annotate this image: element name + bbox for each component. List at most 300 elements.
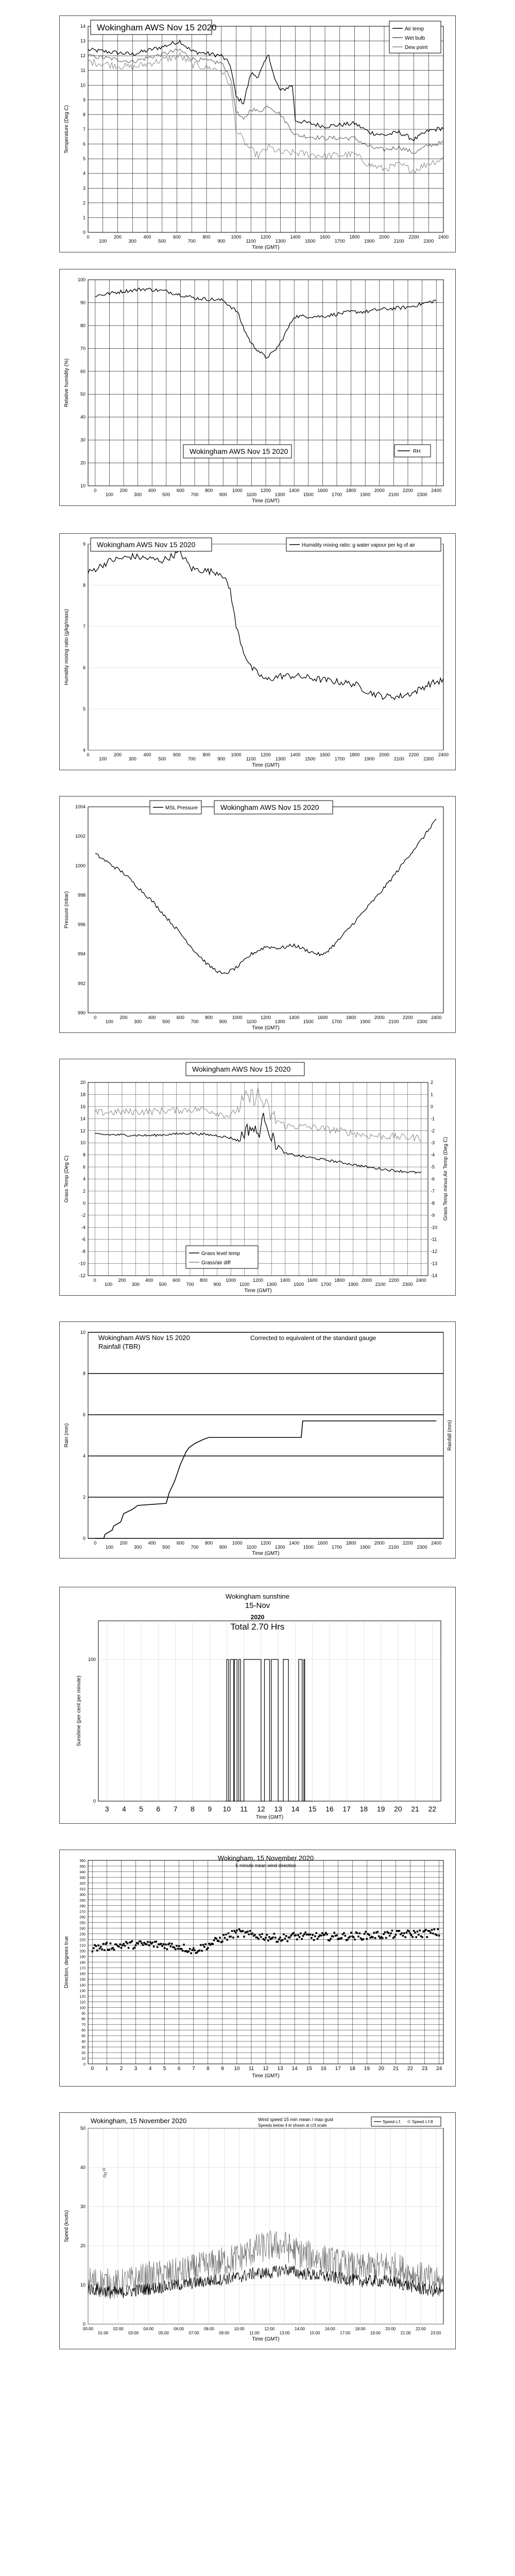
x-tick-label: 700 <box>186 1282 194 1287</box>
x-tick-label: 1200 <box>260 752 271 757</box>
chart-title: Wokingham, 15 November 2020 <box>217 1854 314 1862</box>
direction-point <box>438 1935 440 1937</box>
direction-point <box>171 1943 173 1945</box>
direction-point <box>284 1938 286 1940</box>
direction-point <box>357 1936 359 1938</box>
y2-tick-label: -1 <box>431 1116 435 1122</box>
direction-point <box>388 1932 390 1934</box>
chart-subtitle-2: Speeds below 4 kt shown at c/3 scale <box>258 2123 327 2128</box>
direction-point <box>238 1928 241 1930</box>
x-tick-label: 01:00 <box>98 2331 109 2335</box>
x-tick-label: 500 <box>159 1282 167 1287</box>
legend-label: Speed c.f.8 <box>412 2120 433 2124</box>
plot-area <box>88 1332 443 1538</box>
direction-point <box>126 1942 128 1944</box>
x-tick-label: 20 <box>394 1805 402 1813</box>
y2-tick-label: -11 <box>431 1236 437 1242</box>
direction-point <box>377 1931 379 1933</box>
direction-point <box>384 1931 386 1934</box>
y-tick-label: 70 <box>80 346 85 351</box>
y-tick-label: 8 <box>82 1371 85 1376</box>
x-tick-label: 100 <box>105 1545 113 1550</box>
y-axis-label: Relative humidity (%) <box>64 358 70 408</box>
x-tick-label: 19 <box>364 2066 370 2072</box>
y-tick-label: 13 <box>80 38 85 44</box>
x-tick-label: 200 <box>119 488 128 493</box>
x-tick-label: 1900 <box>364 239 375 244</box>
x-tick-label: 800 <box>199 1278 208 1283</box>
y-tick-label: 90 <box>80 300 85 306</box>
chart-date: 15-Nov <box>245 1601 270 1610</box>
x-tick-label: 100 <box>105 1282 113 1287</box>
x-tick-label: 7 <box>173 1805 178 1813</box>
y-tick-label: 6 <box>82 1412 85 1417</box>
x-tick-label: 2400 <box>438 752 449 757</box>
direction-point <box>228 1933 230 1935</box>
x-tick-label: 1600 <box>317 1540 328 1546</box>
x-tick-label: 2100 <box>393 756 404 761</box>
y-tick-label: 6 <box>82 141 85 147</box>
x-tick-label: 22:00 <box>415 2327 426 2331</box>
x-tick-label: 1400 <box>289 1540 300 1546</box>
x-tick-label: 900 <box>219 1019 227 1024</box>
direction-point <box>170 1945 172 1947</box>
y-tick-label: -6 <box>81 1236 85 1242</box>
direction-point <box>391 1930 393 1932</box>
x-tick-label: 1000 <box>232 488 243 493</box>
x-tick-label: 2000 <box>374 1540 385 1546</box>
direction-point <box>226 1939 228 1941</box>
direction-point <box>110 1942 112 1944</box>
direction-point <box>333 1932 335 1934</box>
x-tick-label: 11 <box>248 2066 254 2072</box>
direction-point <box>190 1952 192 1954</box>
y2-tick-label: -8 <box>431 1200 435 1206</box>
y-tick-label: 9 <box>82 541 85 547</box>
pressure-chart-panel <box>59 796 456 1033</box>
x-axis-label: Time (GMT) <box>252 245 280 250</box>
direction-point <box>399 1930 401 1932</box>
x-axis-label: Time (GMT) <box>252 1025 280 1031</box>
x-tick-label: 0 <box>93 1278 96 1283</box>
direction-point <box>272 1937 274 1939</box>
direction-point <box>147 1941 149 1943</box>
direction-point <box>218 1940 220 1942</box>
y-tick-label: 1002 <box>75 834 85 839</box>
direction-point <box>321 1932 323 1934</box>
x-tick-label: 16 <box>325 1805 334 1813</box>
rainfall-chart <box>60 1322 455 1558</box>
x-tick-label: 1300 <box>266 1282 277 1287</box>
x-tick-label: 200 <box>119 1015 128 1020</box>
chart-title: Wokingham sunshine <box>225 1592 290 1600</box>
direction-point <box>97 1944 99 1946</box>
direction-point <box>302 1935 304 1937</box>
direction-point <box>383 1933 385 1935</box>
direction-point <box>390 1933 392 1935</box>
direction-point <box>192 1949 194 1951</box>
x-tick-label: 1100 <box>246 1019 257 1024</box>
direction-point <box>368 1934 370 1936</box>
direction-point <box>221 1941 224 1943</box>
y2-tick-label: 0 <box>431 1104 434 1109</box>
direction-point <box>359 1933 361 1935</box>
direction-point <box>168 1942 170 1944</box>
y-tick-label: 9 <box>82 97 85 103</box>
x-tick-label: 22 <box>428 1805 437 1813</box>
direction-point <box>175 1948 177 1951</box>
x-tick-label: 1800 <box>334 1278 345 1283</box>
x-tick-label: 21 <box>392 2066 399 2072</box>
x-tick-label: 3 <box>134 2066 138 2072</box>
y-tick-label: 20 <box>80 2243 85 2248</box>
direction-point <box>233 1930 235 1932</box>
direction-point <box>151 1942 153 1944</box>
rainfall-chart-panel <box>59 1321 456 1558</box>
y-tick-label: 20 <box>80 460 85 466</box>
direction-point <box>410 1934 413 1936</box>
x-tick-label: 11 <box>240 1805 248 1813</box>
x-tick-label: 2200 <box>388 1278 400 1283</box>
direction-point <box>409 1933 411 1935</box>
direction-point <box>393 1936 396 1938</box>
y-tick-label: 6 <box>82 1164 85 1170</box>
mixing-ratio-chart-panel <box>59 533 456 770</box>
wind-speed-chart-panel <box>59 2112 456 2349</box>
y2-tick-label: -13 <box>431 1261 438 1266</box>
direction-point <box>268 1936 270 1938</box>
x-tick-label: 2300 <box>417 492 427 497</box>
x-tick-label: 300 <box>134 1545 142 1550</box>
direction-point <box>265 1937 267 1939</box>
y-tick-label: 10 <box>80 1140 85 1146</box>
y-tick-label: 14 <box>80 24 85 29</box>
direction-point <box>161 1945 163 1947</box>
direction-point <box>430 1932 432 1934</box>
x-tick-label: 03:00 <box>128 2331 139 2335</box>
y-tick-label: 330 <box>79 1876 85 1880</box>
direction-point <box>146 1943 148 1945</box>
direction-point <box>353 1936 355 1938</box>
x-tick-label: 1300 <box>274 492 285 497</box>
direction-point <box>330 1938 332 1940</box>
x-tick-label: 13 <box>277 2066 283 2072</box>
y-axis-label: Rain (mm) <box>64 1423 70 1448</box>
x-tick-label: 600 <box>176 1015 184 1020</box>
y-tick-label: 40 <box>81 2040 85 2044</box>
y-tick-label: 4 <box>82 1453 85 1459</box>
y-tick-label: 170 <box>79 1967 85 1971</box>
direction-point <box>100 1946 102 1948</box>
x-tick-label: 19:00 <box>370 2331 381 2335</box>
y2-tick-label: -2 <box>431 1128 435 1133</box>
direction-point <box>102 1943 105 1945</box>
x-tick-label: 400 <box>148 1015 156 1020</box>
x-tick-label: 5 <box>163 2066 166 2072</box>
x-tick-label: 9 <box>221 2066 224 2072</box>
x-tick-label: 2300 <box>402 1282 413 1287</box>
y-tick-label: 10 <box>81 2057 85 2061</box>
direction-point <box>364 1933 366 1935</box>
direction-point <box>402 1935 404 1937</box>
x-tick-label: 600 <box>173 752 181 757</box>
y-tick-label: 150 <box>79 1978 85 1982</box>
y-tick-label: 16 <box>80 1104 85 1109</box>
x-tick-label: 10 <box>234 2066 240 2072</box>
x-tick-label: 2300 <box>423 756 434 761</box>
y-tick-label: 8 <box>82 583 85 588</box>
x-tick-label: 2100 <box>393 239 404 244</box>
x-tick-label: 400 <box>143 234 151 240</box>
y-tick-label: 0 <box>82 1200 85 1206</box>
x-tick-label: 2000 <box>379 234 390 240</box>
direction-point <box>413 1930 415 1932</box>
y-tick-label: -12 <box>78 1273 85 1278</box>
direction-point <box>99 1947 101 1950</box>
y-tick-label: 10 <box>80 483 85 488</box>
y-tick-label: 6 <box>82 665 85 670</box>
direction-point <box>213 1939 215 1941</box>
humidity-chart-panel <box>59 269 456 506</box>
direction-point <box>95 1945 97 1947</box>
direction-point <box>135 1944 137 1946</box>
y-tick-label: 70 <box>81 2023 85 2027</box>
chart-note: Corrected to equivalent of the standard gauge <box>250 1334 376 1342</box>
x-tick-label: 2300 <box>417 1545 427 1550</box>
plot-area <box>88 2128 443 2324</box>
y-tick-label: 30 <box>80 437 85 443</box>
direction-point <box>224 1937 226 1939</box>
x-tick-label: 13 <box>274 1805 282 1813</box>
x-tick-label: 24 <box>436 2066 442 2072</box>
direction-point <box>141 1942 143 1944</box>
x-tick-label: 200 <box>113 752 122 757</box>
direction-point <box>329 1940 331 1942</box>
x-tick-label: 14 <box>291 2066 298 2072</box>
direction-point <box>303 1934 305 1936</box>
x-tick-label: 100 <box>105 492 113 497</box>
y-tick-label: -8 <box>81 1249 85 1255</box>
y-tick-label: 1004 <box>75 804 85 809</box>
x-tick-label: 12:00 <box>264 2327 275 2331</box>
chart-total: Total 2.70 Hrs <box>230 1622 285 1632</box>
direction-point <box>324 1934 326 1936</box>
x-tick-label: 1000 <box>232 1015 243 1020</box>
direction-point <box>274 1937 277 1939</box>
y2-tick-label: -3 <box>431 1140 435 1146</box>
direction-point <box>382 1937 384 1939</box>
direction-point <box>137 1943 139 1945</box>
direction-point <box>425 1929 427 1931</box>
y-tick-label: 60 <box>81 2029 85 2033</box>
y-axis-label: Speed (knots) <box>64 2210 70 2243</box>
legend-label: Grass/air diff <box>201 1260 231 1266</box>
direction-point <box>194 1950 196 1952</box>
y2-tick-label: 2 <box>431 1080 434 1085</box>
direction-point <box>417 1930 419 1933</box>
x-tick-label: 1500 <box>303 492 314 497</box>
y2-tick-label: -10 <box>431 1225 438 1230</box>
y-axis-label: Sunshine (per cent per minute) <box>76 1675 82 1747</box>
y-tick-label: 7 <box>82 127 85 132</box>
direction-point <box>428 1930 431 1932</box>
direction-point <box>128 1947 130 1949</box>
x-tick-label: 200 <box>119 1540 128 1546</box>
x-tick-label: 300 <box>134 1019 142 1024</box>
legend-label: Speed c.f. <box>383 2120 402 2124</box>
x-tick-label: 1100 <box>239 1282 250 1287</box>
x-axis-label: Time (GMT) <box>252 2073 280 2079</box>
direction-point <box>118 1946 120 1948</box>
x-tick-label: 900 <box>217 239 226 244</box>
direction-point <box>332 1936 334 1938</box>
x-tick-label: 4 <box>122 1805 126 1813</box>
x-tick-label: 500 <box>162 1545 170 1550</box>
x-tick-label: 1400 <box>289 488 300 493</box>
x-tick-label: 200 <box>118 1278 126 1283</box>
x-tick-label: 800 <box>205 1015 213 1020</box>
direction-point <box>266 1934 268 1936</box>
x-tick-label: 10:00 <box>234 2327 245 2331</box>
x-tick-label: 1600 <box>319 752 331 757</box>
direction-point <box>260 1936 262 1938</box>
direction-point <box>101 1948 103 1951</box>
direction-point <box>419 1929 421 1931</box>
x-tick-label: 2 <box>119 2066 123 2072</box>
y-tick-label: 40 <box>80 2165 85 2170</box>
x-tick-label: 21 <box>411 1805 419 1813</box>
x-tick-label: 900 <box>217 756 226 761</box>
direction-point <box>296 1939 298 1941</box>
direction-point <box>96 1950 98 1952</box>
mixing-ratio-chart <box>60 534 455 770</box>
y-tick-label: -10 <box>78 1261 85 1266</box>
direction-point <box>201 1950 203 1952</box>
y-tick-label: 80 <box>81 2018 85 2022</box>
y-tick-label: 10 <box>80 1330 85 1335</box>
x-tick-label: 100 <box>99 239 107 244</box>
x-tick-label: 2200 <box>408 752 419 757</box>
y-tick-label: 100 <box>79 2006 85 2010</box>
x-tick-label: 0 <box>91 2066 94 2072</box>
x-tick-label: 2400 <box>438 234 449 240</box>
y-tick-label: 30 <box>80 2204 85 2209</box>
direction-point <box>301 1938 303 1940</box>
y2-axis-label: Grass Temp minus Air Temp (Deg C) <box>443 1137 449 1221</box>
x-tick-label: 04:00 <box>143 2327 154 2331</box>
y-tick-label: 210 <box>79 1944 85 1948</box>
y-tick-label: 2 <box>82 1495 85 1500</box>
x-tick-label: 07:00 <box>188 2331 199 2335</box>
x-tick-label: 18 <box>359 1805 368 1813</box>
direction-point <box>258 1938 260 1940</box>
direction-point <box>230 1936 232 1938</box>
x-tick-label: 14:00 <box>295 2327 305 2331</box>
x-tick-label: 400 <box>143 752 151 757</box>
direction-point <box>199 1950 201 1952</box>
x-tick-label: 17:00 <box>340 2331 351 2335</box>
y-tick-label: 140 <box>79 1984 85 1988</box>
chart-title: Wokingham AWS Nov 15 2020 <box>190 447 288 455</box>
x-tick-label: 1700 <box>334 756 345 761</box>
direction-point <box>202 1944 204 1946</box>
direction-point <box>165 1943 167 1945</box>
direction-point <box>236 1929 238 1931</box>
direction-point <box>431 1929 433 1931</box>
y-tick-label: 270 <box>79 1910 85 1914</box>
x-tick-label: 200 <box>113 234 122 240</box>
x-tick-label: 1600 <box>319 234 331 240</box>
x-tick-label: 800 <box>202 234 211 240</box>
x-tick-label: 15:00 <box>310 2331 320 2335</box>
grass-temp-chart <box>60 1059 455 1295</box>
x-tick-label: 20:00 <box>385 2327 396 2331</box>
x-tick-label: 1400 <box>290 752 301 757</box>
x-tick-label: 17 <box>335 2066 341 2072</box>
wind-direction-chart <box>60 1850 455 2086</box>
direction-point <box>343 1932 345 1934</box>
x-tick-label: 1900 <box>348 1282 358 1287</box>
direction-point <box>254 1934 256 1936</box>
x-tick-label: 8 <box>207 2066 210 2072</box>
x-axis-label: Time (GMT) <box>244 1288 272 1294</box>
y-axis-label: Grass Temp (Deg C) <box>64 1155 70 1203</box>
x-tick-label: 700 <box>191 1545 199 1550</box>
direction-point <box>207 1947 209 1949</box>
wind-direction-chart-panel <box>59 1850 456 2087</box>
x-tick-label: 700 <box>191 1019 199 1024</box>
x-tick-label: 6 <box>177 2066 181 2072</box>
y-tick-label: 0 <box>83 2063 85 2066</box>
y-tick-label: 280 <box>79 1904 85 1908</box>
y-tick-label: 8 <box>82 112 85 117</box>
y2-axis-label: Rainfall (mm) <box>447 1420 453 1451</box>
x-tick-label: 0 <box>87 752 90 757</box>
x-tick-label: 1200 <box>260 488 271 493</box>
grass-temp-chart-panel <box>59 1059 456 1296</box>
x-tick-label: 2000 <box>362 1278 372 1283</box>
direction-point <box>304 1931 306 1934</box>
direction-point <box>108 1949 110 1951</box>
y-tick-label: 90 <box>81 2012 85 2016</box>
direction-point <box>408 1930 410 1933</box>
direction-point <box>225 1934 227 1936</box>
x-tick-label: 1000 <box>231 234 242 240</box>
direction-point <box>366 1938 368 1940</box>
x-tick-label: 500 <box>162 492 170 497</box>
chart-subtitle: 5 minute mean wind direction <box>235 1863 296 1868</box>
y-axis-label: Temperature (Deg C) <box>64 105 70 154</box>
x-tick-label: 2100 <box>375 1282 386 1287</box>
x-tick-label: 1000 <box>231 752 242 757</box>
direction-point <box>104 1949 106 1951</box>
y-tick-label: 310 <box>79 1887 85 1891</box>
direction-point <box>437 1928 439 1930</box>
y-tick-label: 340 <box>79 1870 85 1874</box>
x-tick-label: 1700 <box>334 239 345 244</box>
y-tick-label: 4 <box>82 748 85 753</box>
x-tick-label: 100 <box>105 1019 113 1024</box>
y-tick-label: 0 <box>82 1536 85 1541</box>
y-tick-label: 11 <box>80 67 85 73</box>
direction-point <box>247 1930 249 1933</box>
direction-point <box>293 1932 295 1934</box>
direction-point <box>297 1934 299 1936</box>
y2-tick-label: -5 <box>431 1164 435 1170</box>
y-tick-label: 3 <box>82 185 85 191</box>
x-tick-label: 12 <box>257 1805 265 1813</box>
y-tick-label: 994 <box>77 951 85 957</box>
